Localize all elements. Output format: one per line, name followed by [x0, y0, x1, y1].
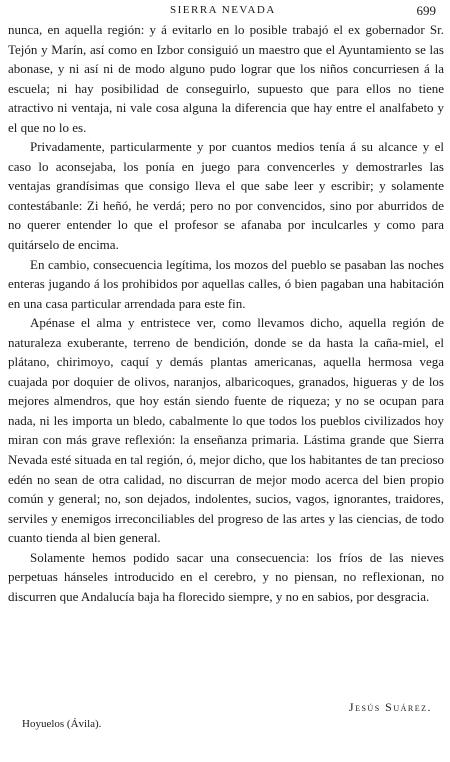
page-number: 699 [416, 3, 436, 18]
paragraph-2: Privadamente, particularmente y por cuantos medios tenía á su alcance y el caso lo aconsejaba, los ponía en juego para convencerles y demostrarles las ventajas grandísimas que consigo lleva el que sabe leer y escribir; y solamente contestábanle: Zi heñó, he verdá; pero no por convencidos, sino por aburridos de no querer entender lo que el profesor se afanaba por inculcarles y como para quitárselo de encima. [8, 139, 444, 253]
paragraph-5: Solamente hemos podido sacar una consecuencia: los fríos de las nieves perpetuas hánseles introducido en el cerebro, y no piensan, no reflexionan, no discurren que Andalucía baja ha florecido siempre, y no en sabios, por desgracia. [8, 549, 444, 604]
article-body [8, 20, 444, 606]
running-head [0, 4, 450, 20]
paragraph-3: En cambio, consecuencia legítima, los mozos del pueblo se pasaban las noches enteras jugando á los prohibidos por aquellas calles, ó bien pagaban una habitación en una casa particular arrendada para este fin. [8, 256, 444, 311]
running-title: SIERRA NEVADA [170, 4, 276, 16]
author-signature: Jesús Suárez. [348, 700, 432, 714]
paragraph-4: Apénase el alma y entristece ver, como llevamos dicho, aquella región de naturaleza exuberante, terreno de bendición, donde se da hasta la caña-miel, el plátano, chirimoyo, caquí y demás plantas americanas, aquella hermosa vega cuajada por doquier de olivos, naranjos, albaricoques, granados, higueras y de los mejores almendros, que hoy están siendo fuente de riqueza; y no se ocupan para nada, ni les importa un bledo, cabalmente lo que todos los pueblos civilizados hoy miran con más grave reflexión: la enseñanza primaria. Lástima grande que Sierra Nevada esté situada en tal región, ó, mejor dicho, que los habitantes de tan precioso edén no sean de otra calidad, no discurran de mejor modo acerca del bien propio común y general; no, son dejados, indolentes, sucios, vagos, ignorantes, traidores, serviles y enemigos irreconciliables del progreso de las artes y las ciencias, de todo cuanto tienda al bien general. [8, 315, 444, 546]
paragraph-1: nunca, en aquella región: y á evitarlo en lo posible trabajó el ex gobernador Sr. Tejón y Marín, así como en Izbor consiguió un maestro que el Ayuntamiento se las abonase, y ni así ni de modo alguno pudo lograr que los niños concurriesen á la escuela; ni hay posibilidad de conseguirlo, supuesto que para ellos no tiene atractivo ni ventaja, ni vale cosa alguna la diferencia que hay entre el analfabeto y el que no lo es. [8, 22, 444, 135]
place-dateline: Hoyuelos (Ávila). [22, 718, 102, 730]
